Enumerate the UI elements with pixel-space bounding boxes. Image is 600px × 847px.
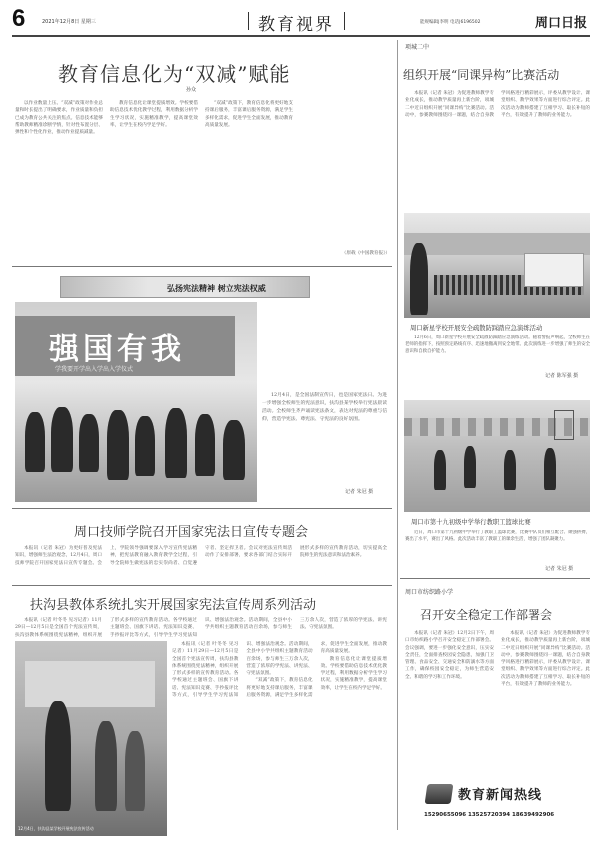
photo-slogan-main: 强国有我 [49, 332, 185, 367]
right-article-body-2 [405, 630, 590, 760]
lead-article-column-2 [110, 100, 198, 260]
basketball-story-reporter: 记者 朱冠 摄 [545, 566, 574, 572]
lead-paragraph-1: 以作业数量上压、“双减”政策对作业总量和时长提出了明确要求，作业质量和负担已成为教育公共关注的焦点。信息技术能够帮助教师精准诊断学情，针对性布置分层、弹性和个性化作业，推动作业提质减量。 [15, 101, 103, 136]
lead-article-column-4 [300, 100, 390, 260]
basketball-photo [404, 400, 590, 512]
lead-article-bottom-rule [12, 266, 392, 267]
paper-name: 周口日报 [535, 16, 588, 31]
photo-slogan-sub: 学我要开学出入学出入学仪式 [55, 366, 134, 373]
drill-story [405, 335, 590, 371]
fugou-photo [15, 641, 167, 836]
hotline-title: 教育新闻热线 [458, 788, 543, 803]
right-article-text: 本报讯（记者 朱冠）为促进教师教学专业化成长，推动教学质量再上新台阶，项城二中近日组织开展“同课异构”比赛活动。活动中，参赛教师围绕同一课题，结合自身教学风格进行精彩展示，评委从教学设计、课堂组织、教学效果等方面进行综合评定。此次活动为教师搭建了互相学习、取长补短的平台，有效提升了教师的业务能力。 [405, 91, 590, 118]
fugou-article-title: 扶沟县教体系统扎实开展国家宪法宣传周系列活动 [30, 598, 317, 613]
drill-story-text: 12月6日，周口新星学校开展安全疏散防踩踏应急演练活动。随着警报声响起，全校师生在老师的指挥下，按照预定路线有序、迅速地撤离到安全地带。此次演练进一步增强了师生的安全意识和自救自护能力。 [405, 335, 590, 354]
right-article-title: 组织开展“同课异构”比赛活动 [403, 68, 560, 82]
fugou-article-intro [15, 617, 387, 639]
section-title: 教育视界 [258, 15, 334, 35]
lead-article-column-3 [205, 100, 293, 260]
zknu-article-title: 周口技师学院召开国家宪法日宣传专题会 [74, 525, 309, 540]
lead-article-title: 教育信息化为“双减”赋能 [58, 62, 291, 86]
right-article-text-2b: 本报讯（记者 朱冠）为促进教师教学专业化成长，推动教学质量再上新台阶，项城二中近日组织开展“同课异构”比赛活动。活动中，参赛教师围绕同一课题，结合自身教学风格进行精彩展示，评委从教学设计、课堂组织、教学效果等方面进行综合评定。此次活动为教师搭建了互相学习、取长补短的平台，有效提升了教师的业务能力。 [501, 631, 590, 688]
zknu-top-rule [12, 508, 392, 509]
right-article-title-2: 召开安全稳定工作部署会 [420, 608, 553, 622]
right-school-label: 项城二中 [405, 44, 430, 51]
basketball-story [405, 530, 590, 560]
fugou-photo-caption: 12月4日，扶沟县某学校开展宪法宣传活动 [18, 826, 94, 831]
masthead-divider-right [344, 12, 345, 30]
masthead-divider-left [248, 12, 249, 30]
right-school-label-2: 周口市纺织路小学 [405, 589, 454, 596]
main-column-divider [397, 40, 398, 830]
hotline-box [420, 776, 590, 836]
editor-info: 能规编辑|李明 电话|6196502 [420, 20, 481, 25]
side-story [262, 392, 387, 480]
zknu-article-body [15, 545, 387, 581]
side-story-reporter: 记者 朱冠 摄 [345, 489, 374, 495]
issue-date: 2021年12月8日 星期三 [42, 19, 96, 25]
fugou-article-body-text: 本报讯（记者 叶冬冬 见习记者）11月29日—12月5日是全国首个宪法宣传周，扶沟县教体系统围绕宪法精神，组织开展了形式多样的宣传教育活动。各学校通过主题班会、国旗下讲话、宪法知识竞赛、手抄报评比等方式，引导学生学习宪法知识、增强法治观念。活动期间，全县中小学共组织主题教育活动百余场，参与师生三万余人次，营造了浓厚的学宪法、讲宪法、守宪法氛围。 [172, 642, 313, 699]
fugou-article-body-text-2: “双减”政策下，教育信息化将更好地支持课后服务，丰富课后服务资源，满足学生多样化需求，促进学生全面发展，推动教育高质量发展。 [246, 642, 387, 699]
masthead-rule [12, 35, 590, 37]
fugou-article-body-text-3: 教育信息化让课堂提质增效。学校要借助信息技术优化教学过程，利用数据分析学生学习状况，实施精准教学，提高课堂效率，让学生在校内学足学好。 [320, 656, 387, 691]
basketball-photo-caption: 周口市第十九初级中学举行教职工篮球比赛 [411, 519, 531, 526]
page-number: 6 [12, 5, 26, 32]
lead-article-source: （原载《中国教育报》） [341, 251, 390, 256]
hotline-phones: 15290655096 13525720394 18639492906 [424, 812, 555, 818]
fugou-article-body [172, 641, 387, 831]
lead-article-column-1 [15, 100, 103, 260]
banner-text: 弘扬宪法精神 树立宪法权威 [167, 284, 266, 293]
side-story-text: 12月4日，是全国法制宣传日，也是国家宪法日。为进一步增强全校师生的宪法意识，扶沟县某学校举行宪法晨读活动。全校师生齐声诵读宪法条文，表达对宪法的尊重与信仰，营造学宪法、尊宪法、守宪法的良好氛围。 [262, 393, 387, 422]
drill-photo [404, 213, 590, 318]
drill-photo-caption: 周口新星学校开展安全疏散防踩踏应急演练活动 [410, 325, 543, 332]
constitution-banner [60, 276, 310, 298]
drill-story-reporter: 记者 陈军强 摄 [545, 373, 579, 379]
masthead [12, 6, 590, 36]
basketball-story-text: 近日，周口市第十九初级中学举行了教职工篮球比赛，比赛中队员们相互配合、顽强拼搏，赛出了水平，赛出了风格。此次活动丰富了教职工的课余生活，增强了团队凝聚力。 [405, 530, 590, 542]
right-article-text-2: 本报讯（记者 朱冠）12月2日下午，周口市纺织路小学召开安全稳定工作部署会。会议强调，要进一步强化安全意识，压实安全责任，全面排查校园安全隐患，加强门卫管理、食品安全、交通安全和防溺水等方面工作，确保校园安全稳定，为师生营造安全、和谐的学习和工作环境。 [405, 631, 494, 680]
hotline-icon [425, 784, 454, 804]
lead-paragraph-3: “双减”政策下，教育信息化将更好地支持课后服务，丰富课后服务资源，满足学生多样化需求，促进学生全面发展，推动教育高质量发展。 [205, 101, 293, 128]
fugou-top-rule [12, 585, 392, 586]
fugou-article-text: 本报讯（记者 叶冬冬 见习记者）11月29日—12月5日是全国首个宪法宣传周，扶沟县教体系统围绕宪法精神，组织开展了形式多样的宣传教育活动。各学校通过主题班会、国旗下讲话、宪法知识竞赛、手抄报评比等方式，引导学生学习宪法知识、增强法治观念。活动期间，全县中小学共组织主题教育活动百余场，参与师生三万余人次，营造了浓厚的学宪法、讲宪法、守宪法氛围。 [15, 618, 387, 638]
zknu-article-text: 本报讯（记者 朱冠）为更好普及宪法知识，增强师生法治观念，12月4日，周口技师学院召开国家宪法日宣传专题会。会上，学院领导强调要深入学习宣传宪法精神，把宪法教育融入教育教学全过程，引导全院师生做宪法的忠实崇尚者、自觉遵守者、坚定捍卫者。会议对宪法宣传周活动作了安排部署，要求各部门结合实际开展形式多样的宣传教育活动，切实提高全院师生的宪法意识和法治素养。 [15, 546, 387, 566]
constitution-reading-photo [15, 302, 257, 502]
right-article-body [405, 90, 590, 210]
lead-article-author: 孙众 [186, 87, 197, 93]
right-bottom-rule [400, 578, 590, 579]
lead-paragraph-2: 教育信息化让课堂提质增效。学校要借助信息技术优化教学过程，利用数据分析学生学习状况，实施精准教学，提高课堂效率，让学生在校内学足学好。 [110, 101, 198, 128]
